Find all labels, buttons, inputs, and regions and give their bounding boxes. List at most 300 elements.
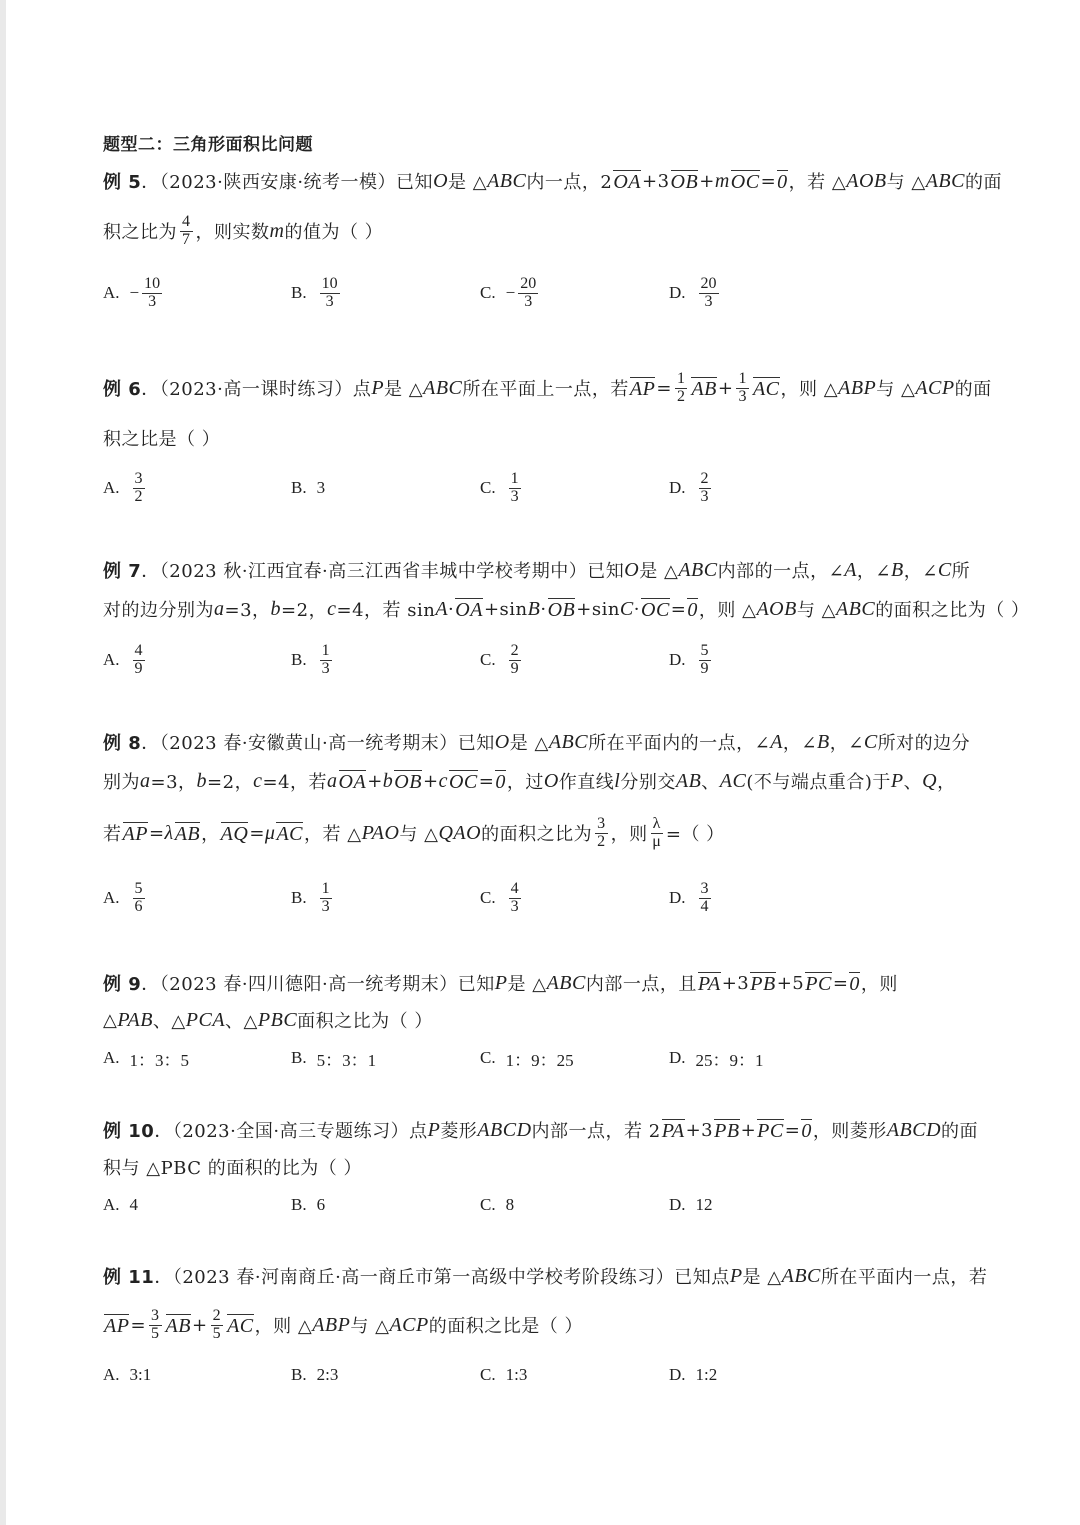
option-label: D. — [669, 1048, 686, 1067]
fraction-numerator: 5 — [700, 641, 709, 659]
section-title: 题型二：三角形面积比问题 — [103, 134, 313, 155]
problem-line — [103, 1252, 987, 1300]
text-run: 面积之比为（ ） — [297, 1011, 433, 1032]
text-run: 、△ — [152, 1011, 186, 1032]
math-fraction — [142, 276, 162, 311]
text-run: 与 △ — [350, 1316, 390, 1337]
fraction-denominator: 5 — [212, 1324, 222, 1342]
option-label: A. — [103, 478, 120, 497]
option-label: B. — [291, 1365, 307, 1384]
fraction-denominator: 9 — [700, 659, 709, 677]
option-b[interactable] — [291, 1350, 338, 1400]
text-run: +3 — [685, 1119, 714, 1141]
text-run: (不与端点重合)于 — [746, 772, 891, 793]
text-run: 积与 △PBC 的面积的比为（ ） — [103, 1158, 362, 1179]
math-vector: AP — [122, 823, 148, 845]
math-variable: P — [427, 1118, 441, 1141]
fraction-numerator: 4 — [510, 879, 519, 897]
text-run: ，则 — [860, 974, 898, 995]
math-vector: OB — [547, 599, 576, 621]
option-label: A. — [103, 1365, 120, 1384]
math-variable: ABC — [548, 730, 589, 753]
math-variable: PAO — [361, 821, 400, 844]
option-label: C. — [480, 283, 496, 302]
math-vector: PC — [805, 973, 832, 995]
problem-line — [103, 1301, 583, 1349]
option-label: C. — [480, 888, 496, 907]
text-run: 的面积之比为 — [481, 824, 593, 845]
math-vector: 0 — [801, 1120, 812, 1142]
math-variable: Q — [922, 769, 938, 792]
option-a[interactable] — [103, 1033, 189, 1083]
text-run: ，若 △ — [788, 172, 847, 193]
math-variable: ABC — [925, 169, 965, 192]
fraction-denominator: 2 — [676, 387, 686, 405]
text-run: ，则实数 — [195, 222, 270, 243]
math-variable: a — [214, 597, 225, 620]
fraction-numerator: 1 — [321, 879, 330, 897]
math-fraction — [651, 816, 663, 851]
math-vector: OA — [455, 599, 483, 621]
text-run: 若 — [103, 824, 122, 845]
text-run: 的面 — [941, 1121, 979, 1142]
text-run: = — [249, 822, 265, 844]
option-d[interactable] — [669, 635, 714, 685]
fraction-numerator: 4 — [182, 212, 191, 230]
math-fraction — [133, 881, 145, 916]
option-label: C. — [480, 1195, 496, 1214]
math-vector: 0 — [495, 771, 506, 793]
option-a[interactable] — [103, 635, 148, 685]
math-variable: ACP — [915, 376, 955, 399]
math-variable: PBC — [257, 1008, 298, 1031]
math-vector: 0 — [687, 599, 698, 621]
text-run: 与 △ — [399, 824, 439, 845]
math-vector: 0 — [849, 973, 860, 995]
fraction-numerator: 1 — [738, 369, 747, 387]
text-run: 内部一点，且 — [585, 974, 697, 995]
fraction-numerator: 2 — [510, 641, 519, 659]
fraction-numerator: 20 — [520, 274, 537, 292]
text-run: 的值为（ ） — [284, 222, 384, 243]
fraction-denominator: 3 — [325, 292, 334, 310]
math-variable: O — [494, 730, 510, 753]
text-run: 1：3：5 — [129, 1050, 190, 1070]
math-variable: B — [891, 558, 904, 581]
math-variable: a — [140, 769, 151, 792]
example-label: 例 6 — [103, 379, 142, 400]
text-run: 1:2 — [695, 1365, 718, 1384]
math-variable: b — [196, 769, 208, 792]
fraction-numerator: 1 — [510, 469, 519, 487]
math-variable: ABC — [423, 376, 463, 399]
text-run: 所对的边分 — [877, 733, 971, 754]
option-label: B. — [291, 1048, 307, 1067]
option-label: D. — [669, 1195, 686, 1214]
option-a[interactable] — [103, 873, 148, 923]
math-fraction — [699, 276, 719, 311]
text-run: + — [740, 1119, 757, 1141]
text-run: 25：9：1 — [695, 1050, 764, 1070]
math-fraction — [699, 471, 711, 506]
math-variable: AB — [675, 769, 702, 792]
fraction-denominator: 3 — [510, 487, 519, 505]
fraction-denominator: 3 — [510, 897, 519, 915]
text-run: 3 — [316, 478, 326, 497]
math-vector: AQ — [220, 823, 249, 845]
math-variable: ACP — [389, 1313, 429, 1336]
text-run: +3 — [642, 170, 670, 192]
text-run: ．（2023 春·河南商丘·高一商丘市第一高级中学校考阶段练习）已知点 — [154, 1267, 730, 1288]
option-b[interactable] — [291, 635, 335, 685]
example-label: 例 10 — [103, 1121, 155, 1142]
text-run: ，∠ — [903, 561, 938, 582]
fraction-denominator: 7 — [182, 230, 191, 248]
text-run: ， — [937, 772, 956, 793]
text-run: ．（2023·陕西安康·统考一模）已知 — [141, 172, 434, 193]
option-label: B. — [291, 650, 307, 669]
math-variable: ABC — [678, 558, 718, 581]
problem-line — [103, 364, 992, 412]
math-vector: OC — [448, 771, 478, 793]
math-variable: A — [435, 597, 449, 620]
text-run: + — [367, 770, 383, 792]
math-variable: AOB — [756, 597, 797, 620]
math-variable: AC — [719, 769, 747, 792]
option-label: D. — [669, 1365, 686, 1384]
math-fraction — [133, 643, 145, 678]
option-a[interactable] — [103, 1350, 151, 1400]
fraction-numerator: λ — [652, 814, 661, 832]
math-variable: P — [729, 1264, 743, 1287]
math-fraction — [320, 276, 340, 311]
text-run: 内部的一点，∠ — [717, 561, 845, 582]
text-run: △ — [103, 1009, 118, 1031]
text-run: + — [191, 1314, 208, 1336]
text-run: 、 — [701, 772, 720, 793]
text-run: +5 — [776, 972, 805, 994]
fraction-numerator: 3 — [700, 879, 709, 897]
text-run: 是 △ — [448, 172, 488, 193]
text-run: ，过 — [506, 772, 544, 793]
option-d[interactable] — [669, 268, 722, 318]
math-variable: λ — [164, 821, 174, 844]
text-run: = — [656, 377, 672, 399]
math-variable: A — [770, 730, 783, 753]
text-run: 5：3：1 — [316, 1050, 377, 1070]
option-c[interactable] — [480, 268, 541, 318]
option-b[interactable] — [291, 463, 325, 513]
text-run: ，若 △ — [304, 824, 362, 845]
option-a[interactable] — [103, 268, 165, 318]
text-run: + — [699, 170, 715, 192]
text-run: = — [130, 1314, 147, 1336]
text-run: =2， — [207, 772, 254, 793]
math-variable: ABP — [838, 376, 877, 399]
math-variable: B — [817, 730, 830, 753]
text-run: = — [148, 822, 165, 844]
math-vector: AC — [276, 823, 304, 845]
text-run: = — [670, 598, 687, 620]
option-b[interactable] — [291, 1033, 376, 1083]
option-label: B. — [291, 888, 307, 907]
text-run: 6 — [316, 1195, 326, 1214]
math-variable: C — [619, 597, 634, 620]
fraction-numerator: 4 — [134, 641, 143, 659]
math-variable: a — [327, 769, 338, 792]
math-variable: P — [494, 971, 508, 994]
math-variable: QAO — [438, 821, 482, 844]
math-vector: AB — [165, 1315, 191, 1337]
example-label: 例 11 — [103, 1267, 155, 1288]
text-run: ，∠ — [829, 733, 864, 754]
math-variable: O — [543, 769, 559, 792]
text-run: 分别交 — [620, 772, 676, 793]
math-vector: PB — [750, 973, 776, 995]
option-d[interactable] — [669, 1033, 764, 1083]
math-vector: PB — [714, 1120, 740, 1142]
text-run: =（ ） — [665, 824, 725, 845]
option-label: A. — [103, 888, 120, 907]
math-variable: ABC — [781, 1264, 821, 1287]
fraction-numerator: 10 — [321, 274, 338, 292]
fraction-numerator: 10 — [144, 274, 161, 292]
text-run: 的面积之比是（ ） — [428, 1316, 583, 1337]
fraction-denominator: μ — [652, 832, 662, 850]
text-run: +sin — [483, 598, 528, 620]
text-run: + — [422, 770, 439, 792]
math-variable: b — [270, 597, 282, 620]
fraction-denominator: 5 — [151, 1324, 160, 1342]
fraction-numerator: 1 — [321, 641, 330, 659]
math-fraction — [133, 471, 145, 506]
text-run: 是 △ — [384, 379, 424, 400]
text-run: ．（2023 秋·江西宜春·高三江西省丰城中学校考期中）已知 — [141, 561, 625, 582]
option-label: C. — [480, 1048, 496, 1067]
text-run: = — [784, 1119, 801, 1141]
fraction-denominator: 3 — [738, 387, 747, 405]
fraction-numerator: 5 — [134, 879, 143, 897]
fraction-denominator: 2 — [597, 832, 606, 850]
math-variable: ABC — [546, 971, 586, 994]
problem-line — [103, 157, 1002, 205]
problem-line — [103, 585, 1029, 633]
option-label: D. — [669, 478, 686, 497]
text-run: · — [448, 598, 455, 620]
math-variable: μ — [264, 821, 276, 844]
text-run: 8 — [505, 1195, 515, 1214]
option-b[interactable] — [291, 268, 343, 318]
math-vector: 0 — [777, 171, 788, 193]
option-d[interactable] — [669, 463, 714, 513]
fraction-numerator: 3 — [597, 814, 606, 832]
fraction-numerator: 3 — [134, 469, 143, 487]
text-run: ．（2023 春·四川德阳·高一统考期末）已知 — [141, 974, 495, 995]
math-fraction — [509, 643, 521, 678]
text-run: 是 △ — [509, 733, 549, 754]
page-edge — [0, 0, 6, 1525]
text-run: +3 — [721, 972, 750, 994]
option-d[interactable] — [669, 1350, 717, 1400]
text-run: 积之比是（ ） — [103, 429, 221, 450]
text-run: ， — [201, 824, 220, 845]
text-run: ，则 △ — [254, 1316, 313, 1337]
text-run: =4，若 — [262, 772, 328, 793]
math-variable: PAB — [117, 1008, 153, 1031]
math-variable: P — [371, 376, 385, 399]
math-vector: AC — [227, 1315, 254, 1337]
math-variable: m — [269, 219, 285, 242]
fraction-denominator: 9 — [510, 659, 519, 677]
option-label: B. — [291, 1195, 307, 1214]
option-a[interactable] — [103, 1180, 138, 1230]
math-fraction — [180, 214, 193, 249]
example-label: 例 8 — [103, 733, 142, 754]
text-run: +sin — [576, 598, 620, 620]
option-label: B. — [291, 478, 307, 497]
option-label: A. — [103, 1195, 120, 1214]
text-run: 1:3 — [505, 1365, 528, 1384]
text-run: 菱形 — [440, 1121, 478, 1142]
problem-line — [103, 757, 956, 805]
option-label: B. — [291, 283, 307, 302]
math-fraction — [736, 371, 749, 406]
math-fraction — [699, 881, 711, 916]
option-a[interactable] — [103, 463, 148, 513]
fraction-denominator: 9 — [134, 659, 143, 677]
text-run: =4，若 sin — [336, 600, 436, 621]
math-variable: c — [327, 597, 337, 620]
text-run: 4 — [129, 1195, 139, 1214]
option-c[interactable] — [480, 873, 524, 923]
math-vector: AB — [174, 823, 201, 845]
text-run: =2， — [281, 600, 328, 621]
text-run: = — [478, 770, 495, 792]
text-run: 是 △ — [507, 974, 547, 995]
option-label: A. — [103, 283, 120, 302]
math-vector: PC — [757, 1120, 784, 1142]
option-c[interactable] — [480, 1033, 574, 1083]
fraction-denominator: 2 — [134, 487, 143, 505]
problem-line — [103, 207, 383, 255]
math-variable: m — [714, 169, 730, 192]
math-variable: B — [527, 597, 541, 620]
text-run: 积之比为 — [103, 222, 177, 243]
math-variable: O — [624, 558, 640, 581]
text-run: + — [717, 377, 734, 399]
text-run: = — [760, 170, 777, 192]
text-run: 对的边分别为 — [103, 600, 214, 621]
math-vector: AP — [104, 1315, 130, 1337]
math-variable: AOB — [846, 169, 887, 192]
fraction-denominator: 4 — [700, 897, 709, 915]
fraction-denominator: 3 — [524, 292, 533, 310]
option-label: C. — [480, 1365, 496, 1384]
option-c[interactable] — [480, 463, 524, 513]
text-run: 3:1 — [129, 1365, 152, 1384]
fraction-denominator: 6 — [134, 897, 143, 915]
math-variable: ABCD — [477, 1118, 532, 1141]
text-run: = — [832, 972, 849, 994]
math-fraction — [509, 471, 521, 506]
text-run: 别为 — [103, 772, 140, 793]
math-variable: b — [382, 769, 394, 792]
math-variable: A — [844, 558, 857, 581]
text-run: · — [540, 598, 547, 620]
math-vector: PA — [697, 973, 721, 995]
math-variable: ABC — [835, 597, 876, 620]
math-vector: AB — [691, 378, 717, 400]
fraction-numerator: 3 — [151, 1306, 160, 1324]
text-run: ，则 △ — [780, 379, 839, 400]
text-run: ，则菱形 — [812, 1121, 887, 1142]
text-run: ，则 — [610, 824, 648, 845]
text-run: 1：9：25 — [505, 1050, 574, 1070]
fraction-denominator: 3 — [321, 897, 330, 915]
math-fraction — [675, 371, 688, 406]
option-label: D. — [669, 888, 686, 907]
text-run: ，∠ — [782, 733, 817, 754]
option-c[interactable] — [480, 635, 524, 685]
math-fraction — [320, 881, 332, 916]
math-variable: P — [890, 769, 904, 792]
text-run: 所在平面上一点，若 — [462, 379, 629, 400]
text-run: 、 — [903, 772, 923, 793]
text-run: ，∠ — [856, 561, 891, 582]
math-fraction — [518, 276, 538, 311]
math-variable: C — [937, 558, 952, 581]
option-d[interactable] — [669, 873, 714, 923]
option-label: C. — [480, 650, 496, 669]
text-run: 所在平面内一点，若 — [820, 1267, 988, 1288]
math-vector: AP — [629, 378, 656, 400]
text-run: 作直线 — [558, 772, 615, 793]
text-run: 所在平面内的一点，∠ — [588, 733, 771, 754]
text-run: − — [505, 283, 516, 302]
option-b[interactable] — [291, 873, 335, 923]
option-d[interactable] — [669, 1180, 713, 1230]
text-run: 与 △ — [886, 172, 926, 193]
math-vector: OA — [613, 171, 641, 193]
option-label: D. — [669, 283, 686, 302]
problem-line — [103, 414, 220, 462]
text-run: 是 △ — [742, 1267, 782, 1288]
math-vector: OC — [641, 599, 670, 621]
text-run: 是 △ — [639, 561, 679, 582]
option-label: D. — [669, 650, 686, 669]
fraction-numerator: 2 — [700, 469, 709, 487]
text-run: 、△ — [225, 1011, 258, 1032]
fraction-denominator: 3 — [704, 292, 713, 310]
option-c[interactable] — [480, 1350, 527, 1400]
option-b[interactable] — [291, 1180, 325, 1230]
text-run: 2:3 — [316, 1365, 339, 1384]
text-run: 所 — [951, 561, 971, 582]
text-run: 的面 — [964, 172, 1002, 193]
math-vector: PA — [661, 1120, 685, 1142]
option-c[interactable] — [480, 1180, 514, 1230]
text-run: =3， — [224, 600, 271, 621]
fraction-denominator: 3 — [321, 659, 330, 677]
option-label: A. — [103, 650, 120, 669]
fraction-numerator: 2 — [212, 1306, 222, 1324]
math-variable: ABC — [487, 169, 527, 192]
math-fraction — [699, 643, 711, 678]
text-run: ．（2023·全国·高三专题练习）点 — [154, 1121, 428, 1142]
text-run: 内一点，2 — [526, 172, 613, 193]
math-variable: C — [863, 730, 878, 753]
math-fraction — [211, 1308, 224, 1343]
